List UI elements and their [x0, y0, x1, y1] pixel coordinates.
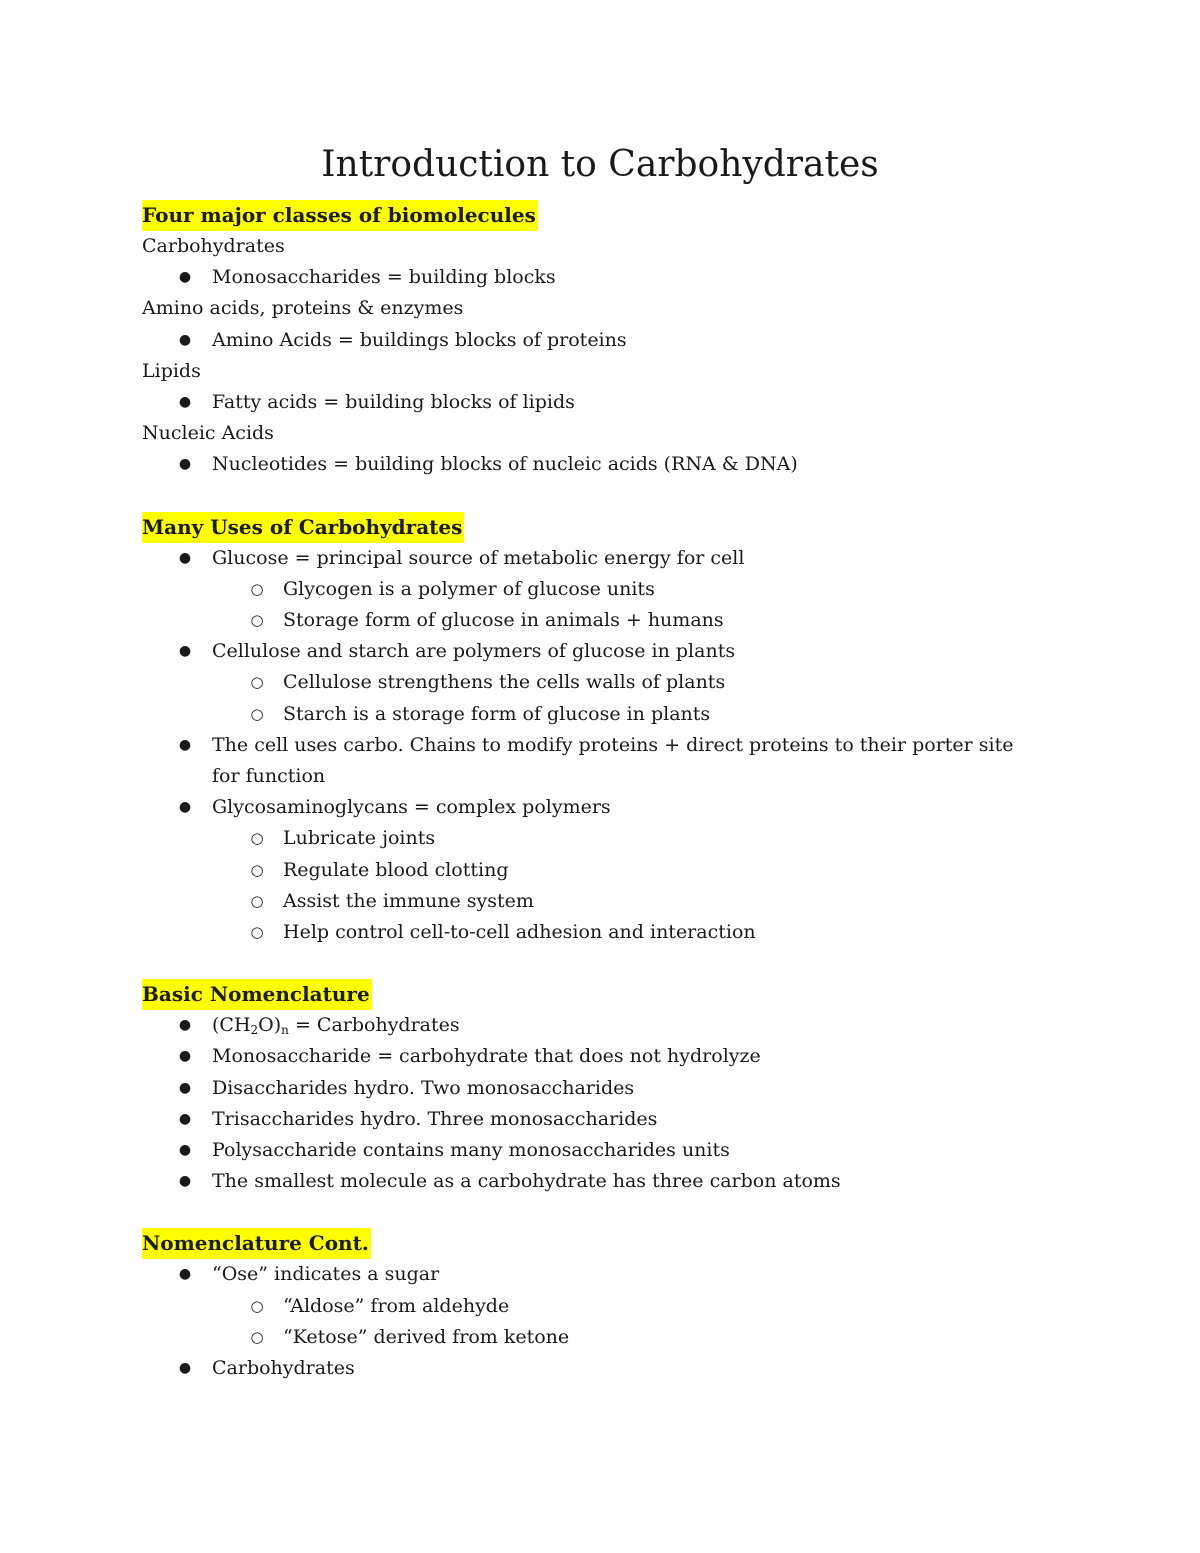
- bullet-icon: ●: [178, 799, 192, 816]
- bullet-icon: ●: [178, 1173, 192, 1190]
- list-item: ○ Glycogen is a polymer of glucose units: [142, 574, 1062, 605]
- document-title: Introduction to Carbohydrates: [321, 144, 879, 185]
- hollow-bullet-icon: ○: [250, 923, 264, 942]
- bullet-icon: ●: [178, 1142, 192, 1159]
- section-nomenclature-cont: [142, 1228, 1062, 1384]
- hollow-bullet-icon: ○: [250, 1296, 264, 1315]
- list-item: ○ Cellulose strengthens the cells walls of plants: [142, 667, 1062, 698]
- hollow-bullet-icon: ○: [250, 704, 264, 723]
- section-heading: Many Uses of Carbohydrates: [142, 512, 464, 543]
- list-item: ○ Starch is a storage form of glucose in plants: [142, 699, 1062, 730]
- list-item: ○ Storage form of glucose in animals + humans: [142, 605, 1062, 636]
- section-heading: Nomenclature Cont.: [142, 1228, 371, 1259]
- spacer: [142, 1197, 1062, 1228]
- list-item: ● Polysaccharide contains many monosaccharides units: [142, 1135, 1062, 1166]
- spacer: [142, 948, 1062, 979]
- bullet-icon: ●: [178, 643, 192, 660]
- hollow-bullet-icon: ○: [250, 829, 264, 848]
- hollow-bullet-icon: ○: [250, 611, 264, 630]
- list-item: ● “Ose” indicates a sugar: [142, 1259, 1062, 1290]
- section-basic-nomenclature: [142, 979, 1062, 1197]
- section-biomolecules: [142, 200, 1062, 481]
- list-item: ● Nucleotides = building blocks of nucleic acids (RNA & DNA): [142, 449, 1062, 480]
- list-item: ○ Assist the immune system: [142, 886, 1062, 917]
- list-item: ● Glycosaminoglycans = complex polymers: [142, 792, 1062, 823]
- list-item: ○ “Ketose” derived from ketone: [142, 1322, 1062, 1353]
- list-item: ○ Regulate blood clotting: [142, 855, 1062, 886]
- hollow-bullet-icon: ○: [250, 1327, 264, 1346]
- list-item: ● Glucose = principal source of metabolic energy for cell: [142, 543, 1062, 574]
- bullet-icon: ●: [178, 331, 192, 348]
- bullet-icon: ●: [178, 1048, 192, 1065]
- list-item: ○ Help control cell-to-cell adhesion and interaction: [142, 917, 1062, 948]
- hollow-bullet-icon: ○: [250, 579, 264, 598]
- formula-item: ● $(CH_2O)_n$ = Carbohydrates: [142, 1010, 1062, 1041]
- bullet-icon: ●: [178, 269, 192, 286]
- bullet-icon: ●: [178, 1266, 192, 1283]
- bullet-icon: ●: [178, 1079, 192, 1096]
- list-item: ● The smallest molecule as a carbohydrate has three carbon atoms: [142, 1166, 1062, 1197]
- bullet-icon: ●: [178, 1017, 192, 1034]
- bullet-icon: ●: [178, 549, 192, 566]
- list-item: ● Amino Acids = buildings blocks of proteins: [142, 325, 1062, 356]
- document-page: [142, 140, 1062, 1384]
- hollow-bullet-icon: ○: [250, 891, 264, 910]
- list-item: Carbohydrates: [142, 235, 285, 257]
- list-item: ● Fatty acids = building blocks of lipids: [142, 387, 1062, 418]
- bullet-icon: ●: [178, 736, 192, 753]
- section-heading: Four major classes of biomolecules: [142, 200, 538, 231]
- list-item: Amino acids, proteins & enzymes: [142, 297, 464, 320]
- spacer: [142, 481, 1062, 512]
- list-item: Lipids: [142, 359, 201, 382]
- list-item: ● Carbohydrates: [142, 1353, 1062, 1384]
- bullet-icon: ●: [178, 456, 192, 473]
- section-uses: [142, 512, 1062, 949]
- hollow-bullet-icon: ○: [250, 860, 264, 879]
- list-item: ● The cell uses carbo. Chains to modify proteins + direct proteins to their porter site for function: [142, 730, 1032, 792]
- bullet-icon: ●: [178, 394, 192, 411]
- list-item: ● Cellulose and starch are polymers of glucose in plants: [142, 636, 1062, 667]
- list-item: ● Monosaccharide = carbohydrate that does not hydrolyze: [142, 1041, 1062, 1072]
- list-item: ● Trisaccharides hydro. Three monosaccharides: [142, 1104, 1062, 1135]
- section-heading: Basic Nomenclature: [142, 979, 372, 1010]
- list-item: ○ “Aldose” from aldehyde: [142, 1291, 1062, 1322]
- list-item: Nucleic Acids: [142, 422, 274, 445]
- list-item: ○ Lubricate joints: [142, 823, 1062, 854]
- bullet-icon: ●: [178, 1360, 192, 1377]
- list-item: ● Monosaccharides = building blocks: [142, 262, 1062, 293]
- bullet-icon: ●: [178, 1110, 192, 1127]
- list-item: ● Disaccharides hydro. Two monosaccharides: [142, 1073, 1062, 1104]
- hollow-bullet-icon: ○: [250, 673, 264, 692]
